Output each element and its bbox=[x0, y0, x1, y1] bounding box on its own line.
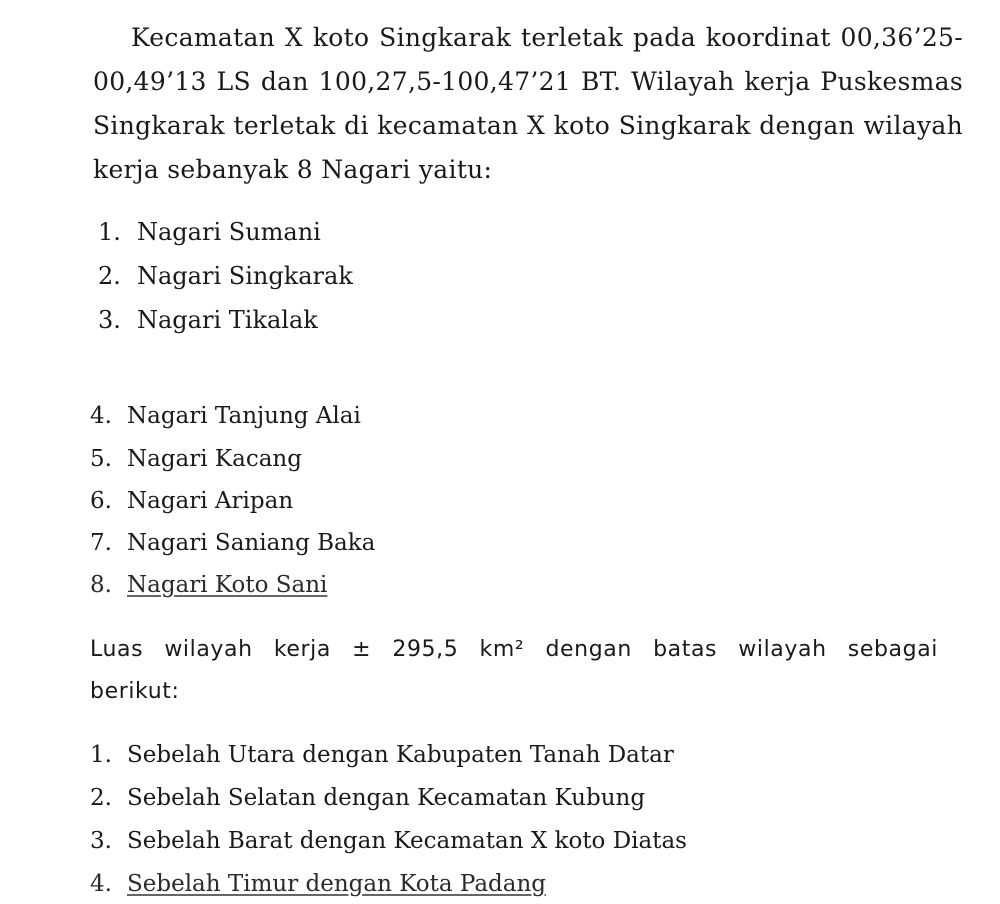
list-number: 4. bbox=[90, 403, 112, 429]
list-number: 1. bbox=[90, 742, 112, 768]
list-text: Nagari Kacang bbox=[127, 446, 302, 472]
list-text: Sebelah Barat dengan Kecamatan X koto Diatas bbox=[127, 828, 687, 854]
list-number: 3. bbox=[90, 828, 112, 854]
list-item bbox=[98, 306, 318, 334]
list-item bbox=[90, 488, 293, 514]
list-text: Nagari Koto Sani bbox=[127, 572, 328, 598]
list-item bbox=[90, 572, 327, 598]
list-text: Sebelah Utara dengan Kabupaten Tanah Datar bbox=[127, 742, 674, 768]
list-number: 5. bbox=[90, 446, 112, 472]
list-text: Sebelah Selatan dengan Kecamatan Kubung bbox=[127, 785, 646, 811]
list-item bbox=[90, 403, 361, 429]
list-item bbox=[98, 262, 353, 290]
list-number: 2. bbox=[98, 262, 121, 290]
list-item bbox=[90, 828, 687, 854]
list-number: 1. bbox=[98, 218, 121, 246]
list-text: Nagari Tanjung Alai bbox=[127, 403, 361, 429]
list-text: Nagari Singkarak bbox=[137, 262, 353, 290]
list-number: 8. bbox=[90, 572, 112, 598]
area-paragraph: Luas wilayah kerja ± 295,5 km² dengan batas wilayah sebagai berikut: bbox=[90, 637, 938, 704]
intro-paragraph: Kecamatan X koto Singkarak terletak pada koordinat 00,36’25-00,49’13 LS dan 100,27,5-100,47’21 BT. Wilayah kerja Puskesmas Singkarak terletak di kecamatan X koto Singkarak dengan wilayah kerja sebanyak 8 Nagari yaitu: bbox=[93, 23, 963, 184]
list-item bbox=[90, 785, 645, 811]
list-number: 6. bbox=[90, 488, 112, 514]
list-text: Sebelah Timur dengan Kota Padang bbox=[127, 871, 547, 897]
list-number: 7. bbox=[90, 530, 112, 556]
list-item bbox=[90, 530, 375, 556]
list-item bbox=[90, 446, 302, 472]
list-item bbox=[90, 871, 546, 897]
list-text: Nagari Saniang Baka bbox=[127, 530, 376, 556]
list-number: 4. bbox=[90, 871, 112, 897]
list-item bbox=[90, 742, 674, 768]
list-number: 2. bbox=[90, 785, 112, 811]
list-number: 3. bbox=[98, 306, 121, 334]
list-text: Nagari Sumani bbox=[137, 218, 321, 246]
list-text: Nagari Tikalak bbox=[137, 306, 318, 334]
list-item bbox=[98, 218, 321, 246]
list-text: Nagari Aripan bbox=[127, 488, 294, 514]
